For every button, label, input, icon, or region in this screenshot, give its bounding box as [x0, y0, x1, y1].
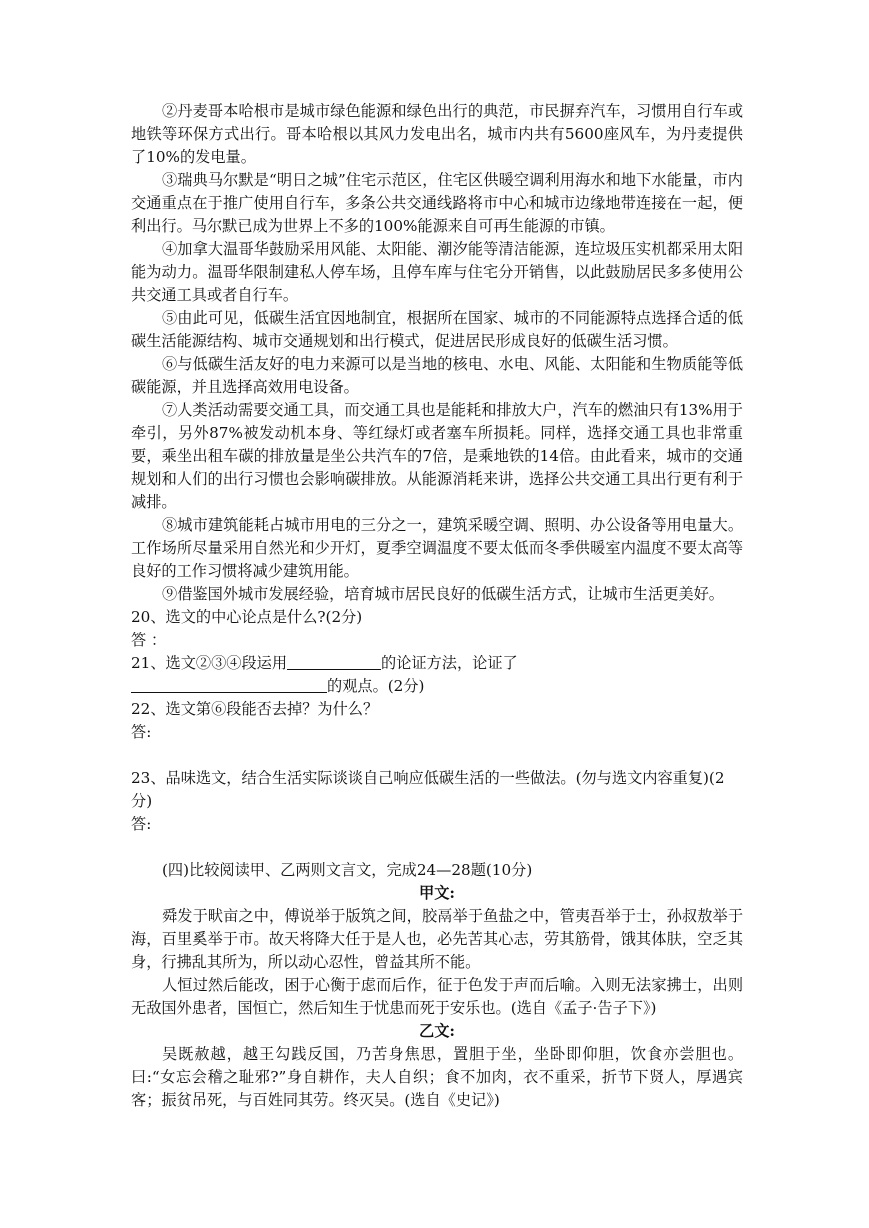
question-21-line2 [131, 675, 743, 698]
jia-paragraph-1: 舜发于畎亩之中，傅说举于版筑之间，胶鬲举于鱼盐之中，管夷吾举于士，孙叔敖举于海，百里奚举于市。故天将降大任于是人也，必先苦其心志，劳其筋骨，饿其体肤，空乏其身，行拂乱其所为，所以动心忍性，曾益其所不能。 [131, 907, 743, 971]
question-21-part-a: 21、选文②③④段运用 [131, 654, 288, 672]
paragraph-2: ②丹麦哥本哈根市是城市绿色能源和绿色出行的典范，市民摒弃汽车，习惯用自行车或地铁等环保方式出行。哥本哈根以其风力发电出名，城市内共有5600座风车，为丹麦提供了10%的发电量。 [131, 102, 743, 166]
question-21-part-b: 的论证方法，论证了 [381, 654, 518, 672]
document-page [131, 100, 743, 1112]
jia-paragraph-2: 人恒过然后能改，困于心衡于虑而后作，征于色发于声而后喻。入则无法家拂士，出则无敌国外患者，国恒亡，然后知生于忧患而死于安乐也。(选自《孟子·告子下》) [131, 976, 743, 1017]
yi-title: 乙文: [419, 1022, 455, 1040]
section-4-heading: (四)比较阅读甲、乙两则文言文，完成24—28题(10分) [162, 861, 533, 879]
answer-22-label: 答: [131, 723, 152, 741]
paragraph-6: ⑥与低碳生活友好的电力来源可以是当地的核电、水电、风能、太阳能和生物质能等低碳能源，并且选择高效用电设备。 [131, 355, 743, 396]
answer-blank-1[interactable] [287, 654, 381, 670]
answer-23-label: 答: [131, 815, 152, 833]
paragraph-9: ⑨借鉴国外城市发展经验，培育城市居民良好的低碳生活方式，让城市生活更美好。 [162, 585, 724, 603]
answer-space-23 [131, 836, 743, 859]
paragraph-3: ③瑞典马尔默是“明日之城”住宅示范区，住宅区供暖空调利用海水和地下水能量，市内交通重点在于推广使用自行车，多条公共交通线路将市中心和城市边缘地带连接在一起，便利出行。马尔默已成为世界上不多的100%能源来自可再生能源的市镇。 [131, 171, 743, 235]
answer-20-label: 答 ： [131, 631, 167, 649]
question-22: 22、选文第⑥段能否去掉？为什么？ [131, 700, 379, 718]
answer-space-22 [131, 744, 743, 767]
paragraph-5: ⑤由此可见，低碳生活宜因地制宜，根据所在国家、城市的不同能源特点选择合适的低碳生活能源结构、城市交通规划和出行模式，促进居民形成良好的低碳生活习惯。 [131, 309, 743, 350]
question-21-part-c: 的观点。(2分) [327, 677, 425, 695]
yi-paragraph-1: 吴既赦越，越王勾践反国，乃苦身焦思，置胆于坐，坐卧即仰胆，饮食亦尝胆也。曰:“女忘会稽之耻邪?”身自耕作，夫人自织；食不加肉，衣不重采，折节下贤人，厚遇宾客；振贫吊死，与百姓同其劳。终灭吴。(选自《史记》) [131, 1045, 743, 1109]
jia-title: 甲文: [419, 884, 455, 902]
question-20: 20、选文的中心论点是什么?(2分) [131, 608, 363, 626]
question-21 [131, 652, 743, 675]
paragraph-7: ⑦人类活动需要交通工具，而交通工具也是能耗和排放大户，汽车的燃油只有13%用于牵引，另外87%被发动机本身、等红绿灯或者塞车所损耗。同样，选择交通工具也非常重要，乘坐出租车碳的排放量是坐公共汽车的7倍，是乘地铁的14倍。由此看来，城市的交通规划和人们的出行习惯也会影响碳排放。从能源消耗来讲，选择公共交通工具出行更有利于减排。 [131, 401, 743, 511]
paragraph-4: ④加拿大温哥华鼓励采用风能、太阳能、潮汐能等清洁能源，连垃圾压实机都采用太阳能为动力。温哥华限制建私人停车场，且停车库与住宅分开销售，以此鼓励居民多多使用公共交通工具或者自行车。 [131, 240, 743, 304]
question-23: 23、品味选文，结合生活实际谈谈自己响应低碳生活的一些做法。(勿与选文内容重复)(2分) [131, 769, 725, 810]
paragraph-8: ⑧城市建筑能耗占城市用电的三分之一，建筑采暖空调、照明、办公设备等用电量大。工作场所尽量采用自然光和少开灯，夏季空调温度不要太低而冬季供暖室内温度不要太高等良好的工作习惯将减少建筑用能。 [131, 516, 743, 580]
answer-blank-2[interactable] [131, 677, 327, 693]
